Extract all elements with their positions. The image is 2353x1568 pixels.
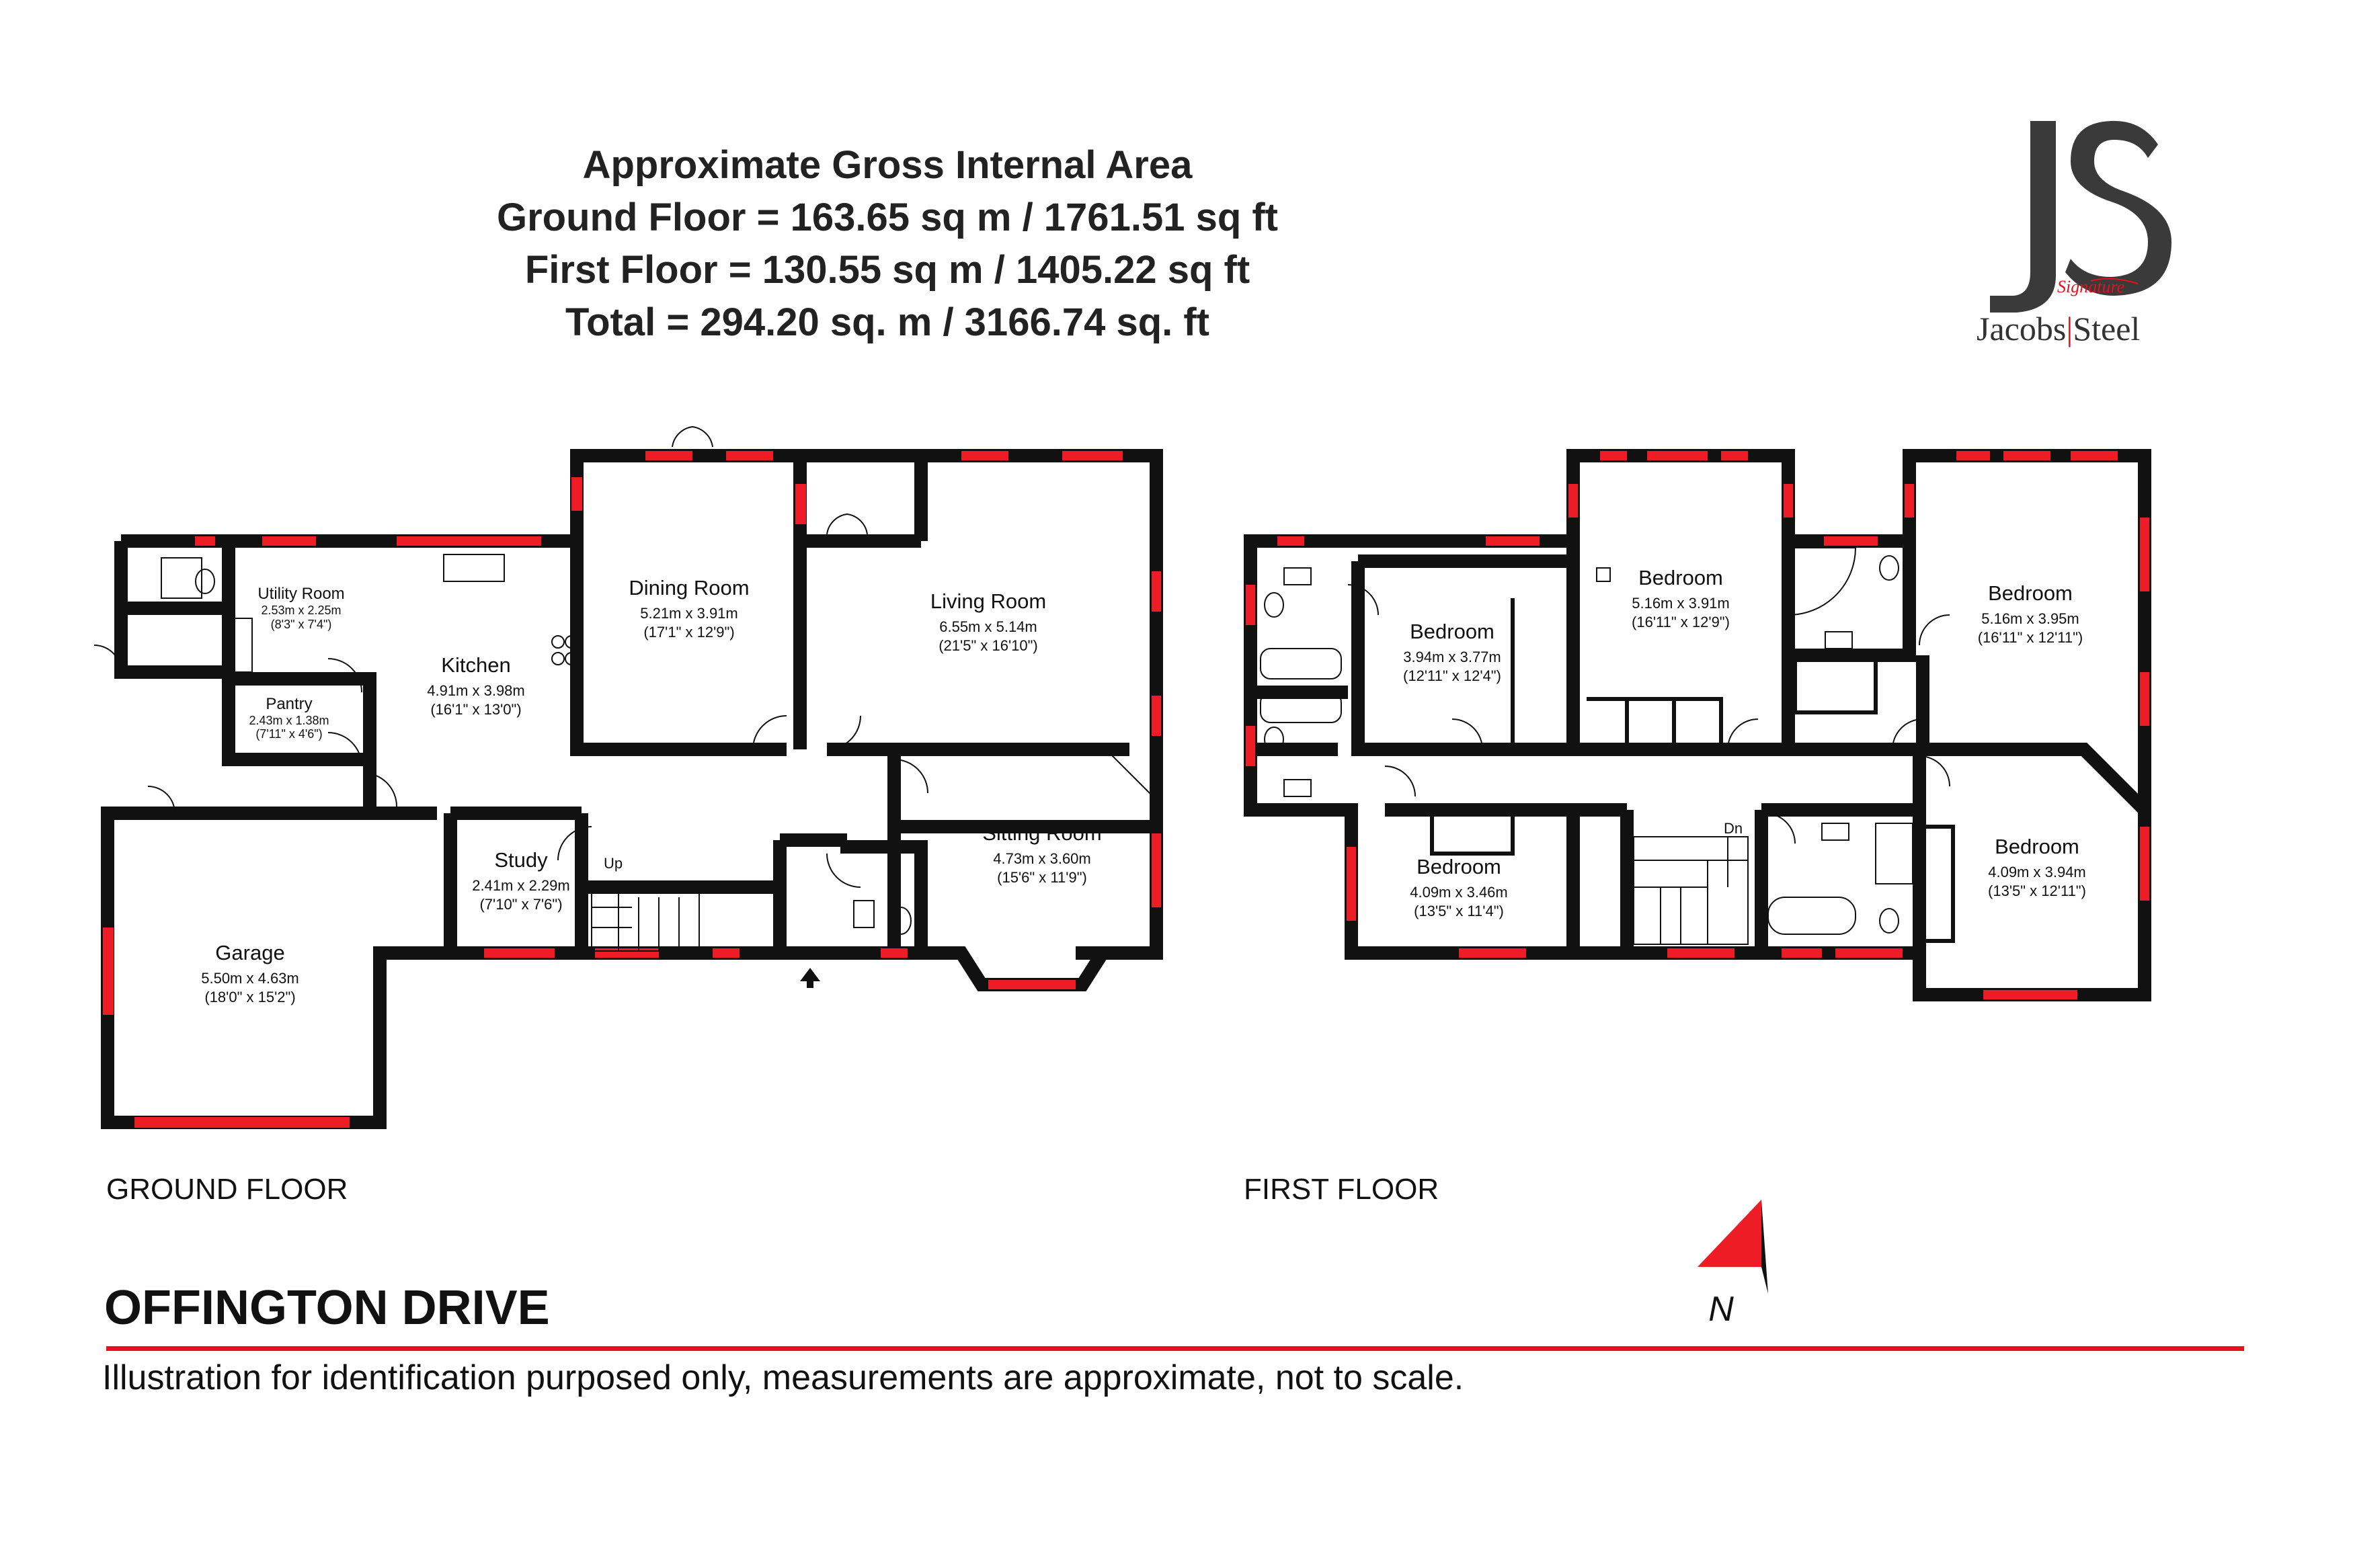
ground-floor-room-labels <box>201 576 1101 1005</box>
ground-floor-plan <box>94 427 1161 1128</box>
room-name: Sitting Room <box>982 821 1102 845</box>
room-metric: 3.94m x 3.77m <box>1403 649 1501 665</box>
disclaimer-text: Illustration for identification purposed only, measurements are approximate, not to scale. <box>102 1358 1464 1397</box>
room-metric: 4.09m x 3.46m <box>1410 884 1508 901</box>
room-imperial: (13'5" x 11'4") <box>1414 903 1504 919</box>
room-imperial: (16'11" x 12'9") <box>1632 614 1730 630</box>
footer-divider <box>106 1346 2244 1351</box>
room-metric: 5.16m x 3.95m <box>1981 610 2079 627</box>
room-imperial: (12'11" x 12'4") <box>1403 667 1501 684</box>
area-heading: Approximate Gross Internal Area <box>582 143 1193 187</box>
room-imperial: (16'1" x 13'0") <box>430 701 522 718</box>
logo-tagline: Signature <box>2057 277 2125 296</box>
first-floor-label: FIRST FLOOR <box>1244 1173 1439 1206</box>
room-name: Bedroom <box>1410 620 1494 643</box>
room-name: Bedroom <box>1988 581 2073 605</box>
room-imperial: (15'6" x 11'9") <box>997 869 1087 886</box>
room-imperial: (21'5" x 16'10") <box>939 637 1038 654</box>
first-floor-windows <box>1246 451 2149 999</box>
brand-separator: | <box>2066 310 2073 347</box>
stair-down-label: Dn <box>1723 820 1743 837</box>
room-name: Utility Room <box>257 585 345 603</box>
total-area: Total = 294.20 sq. m / 3166.74 sq. ft <box>565 300 1209 344</box>
brand-left: Jacobs <box>1977 310 2067 347</box>
room-name: Bedroom <box>1638 566 1723 589</box>
room-name: Study <box>494 848 548 872</box>
room-metric: 4.09m x 3.94m <box>1988 864 2086 880</box>
first-floor-area: First Floor = 130.55 sq m / 1405.22 sq ft <box>524 248 1250 292</box>
brand-right: Steel <box>2073 310 2141 347</box>
room-metric: 5.50m x 4.63m <box>201 970 299 987</box>
room-imperial: (13'5" x 12'11") <box>1988 882 2086 899</box>
ground-floor-stairs <box>592 887 699 951</box>
room-name: Bedroom <box>1995 835 2079 858</box>
room-name: Dining Room <box>629 576 750 600</box>
room-imperial: (7'11" x 4'6") <box>255 727 323 741</box>
room-imperial: (16'11" x 12'11") <box>1977 629 2083 646</box>
room-name: Bedroom <box>1417 855 1501 878</box>
room-name: Pantry <box>266 695 313 713</box>
first-floor-plan <box>1246 451 2149 999</box>
room-imperial: (17'1" x 12'9") <box>643 624 735 641</box>
room-imperial: (7'10" x 7'6") <box>479 896 563 913</box>
room-name: Garage <box>215 941 285 964</box>
first-floor-walls <box>1250 456 2145 995</box>
stair-up-label: Up <box>603 855 623 872</box>
room-metric: 2.41m x 2.29m <box>472 877 570 894</box>
ground-floor-label: GROUND FLOOR <box>106 1173 348 1206</box>
room-name: Kitchen <box>441 653 511 677</box>
room-metric: 2.43m x 1.38m <box>249 714 329 727</box>
ground-floor-windows <box>103 451 1161 1128</box>
room-metric: 5.16m x 3.91m <box>1632 595 1730 612</box>
entrance-arrow-icon <box>800 968 820 988</box>
room-imperial: (8'3" x 7'4") <box>270 618 332 631</box>
room-metric: 4.73m x 3.60m <box>993 850 1091 867</box>
ground-floor-area: Ground Floor = 163.65 sq m / 1761.51 sq ft <box>496 196 1278 239</box>
ground-floor-walls <box>108 456 1156 1122</box>
first-floor-stairs <box>1634 837 1748 944</box>
room-metric: 5.21m x 3.91m <box>640 605 738 622</box>
room-metric: 6.55m x 5.14m <box>939 618 1037 635</box>
room-name: Living Room <box>930 589 1047 613</box>
compass-icon <box>1698 1200 1768 1329</box>
room-imperial: (18'0" x 15'2") <box>204 989 296 1005</box>
property-title: OFFINGTON DRIVE <box>104 1281 550 1335</box>
compass-north-label: N <box>1708 1290 1734 1329</box>
room-metric: 2.53m x 2.25m <box>261 604 342 617</box>
room-metric: 4.91m x 3.98m <box>427 682 525 699</box>
